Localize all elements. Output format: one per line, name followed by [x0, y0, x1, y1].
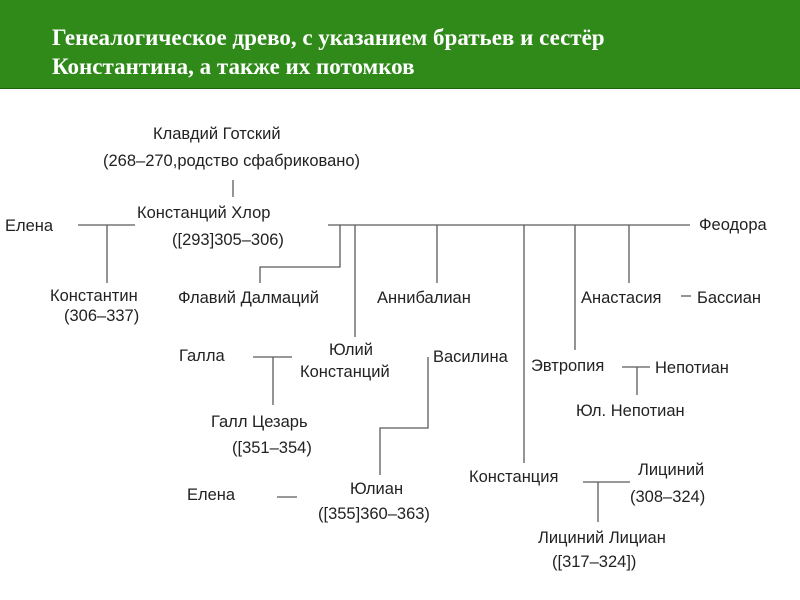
name-constantius: Констанций Хлор	[137, 204, 271, 222]
dates-licinius: (308–324)	[630, 488, 706, 506]
name-claudius: Клавдий Готский	[153, 125, 281, 143]
dates-claudius: (268–270,родство сфабриковано)	[103, 152, 361, 170]
dates-constantius: ([293]305–306)	[172, 231, 284, 249]
dates-gallus: ([351–354)	[232, 439, 312, 457]
name-licinius-licinian: Лициний Лициан	[538, 529, 666, 547]
name-elena-2: Елена	[187, 486, 236, 504]
name-galla: Галла	[179, 347, 225, 365]
name-vasilina: Василина	[433, 348, 508, 366]
name-constantia: Констанция	[469, 468, 559, 486]
name-julius-line1: Юлий	[329, 341, 373, 359]
name-elena-1: Елена	[5, 217, 54, 235]
name-anastasia: Анастасия	[581, 289, 662, 307]
name-eutropia: Эвтропия	[531, 357, 605, 375]
name-feodora: Феодора	[699, 216, 767, 234]
name-annibalian: Аннибалиан	[377, 289, 471, 307]
name-gallus: Галл Цезарь	[211, 413, 308, 431]
name-nepotian: Непотиан	[655, 359, 729, 377]
name-dalmatius: Флавий Далмаций	[178, 289, 319, 307]
name-bassian: Бассиан	[697, 289, 762, 307]
name-julius-line2: Констанций	[300, 363, 390, 381]
dates-licinius-licinian: ([317–324])	[552, 553, 637, 571]
slide-title: Генеалогическое древо, с указанием братьев и сестёр Константина, а также их потомков	[52, 25, 605, 79]
name-constantine: Константин	[50, 287, 138, 305]
name-julian: Юлиан	[350, 480, 404, 498]
name-licinius: Лициний	[638, 461, 705, 479]
name-jul-nepotian: Юл. Непотиан	[576, 402, 685, 420]
dates-constantine: (306–337)	[64, 307, 140, 325]
dates-julian: ([355]360–363)	[318, 505, 430, 523]
